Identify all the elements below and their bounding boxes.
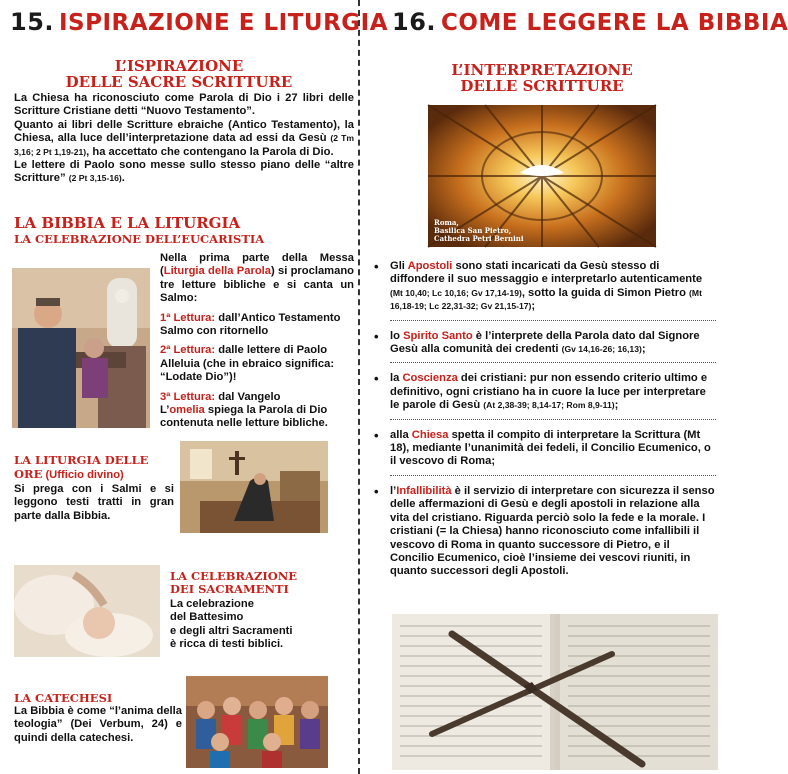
dotted-separator [390, 419, 716, 420]
sacramenti-heading: LA CELEBRAZIONE DEI SACRAMENTI [170, 569, 298, 596]
baptism-infant-photo [14, 565, 160, 657]
ispirazione-text: La Chiesa ha riconosciuto come Parola di Dio i 27 libri delle Scritture Cristiane detti “Nuovo Testamento”. Quanto ai libri delle Scritture ebraiche (Antico Testamento), la Chiesa, alla luce dell’interpretazione data ad essi da Gesù (2 Tm 3,16; 2 Pt 1,19-21), ha accettato che contengano la Parola di Dio. Le lettere di Paolo sono messe sullo stesso piano delle “altre Scritture” (2 Pt 3,15-16). [14, 92, 354, 185]
right-page [362, 0, 788, 774]
section-16-header [392, 8, 788, 36]
bible-with-cross-photo [392, 614, 718, 770]
list-item: • la Coscienza dei cristiani: pur non essendo criterio ultimo e definitivo, ogni cristiano ha in cuore la luce per interpretare le parole di Gesù (At 2,38-39; 8,14-17; Rom 8,9-11); [370, 372, 716, 419]
dotted-separator [390, 320, 716, 321]
list-item: • Gli Apostoli sono stati incaricati da Gesù stesso di diffondere il suo messaggio e interpretarlo autenticamente (Mt 10,40; Lc 10,16; Gv 17,14-19), sotto la guida di Simon Pietro (Mt 16,18-19; Lc 22,31-32; Gv 21,15-17); [370, 260, 716, 321]
list-item: • l’Infallibilità è il servizio di interpretare con sicurezza il senso delle affermazioni di Gesù e degli apostoli in relazione alla vita del cristiano. Riguarda perciò solo la fede e la morale. I cristiani (= la Chiesa) hanno riconosciuto come infallibili il vescovo di Roma in quanto successore di Pietro, e il Concilio Ecumenico, cioè l’insieme dei vescovi riuniti, in quanto successori degli Apostoli. [370, 485, 716, 579]
section-title: ISPIRAZIONE E LITURGIA [58, 10, 389, 36]
ispirazione-heading: L’ISPIRAZIONE DELLE SACRE SCRITTURE [65, 57, 293, 91]
liturgia-ore-block: LA LITURGIA DELLE ORE (Ufficio divino) Si prega con i Salmi e si leggono testi tratti in gran parte dalla Bibbia. [14, 453, 174, 522]
list-item: • lo Spirito Santo è l’interprete della Parola dato dal Signore Gesù alla comunità dei credenti (Gv 14,16-26; 16,13); [370, 330, 716, 364]
interpretazione-heading: L’INTERPRETAZIONE DELLE SCRITTURE [451, 61, 633, 95]
catechesi-text: La Bibbia è come “l’anima della teologia” (Dei Verbum, 24) e quindi della catechesi. [14, 705, 182, 744]
dotted-separator [390, 362, 716, 363]
left-page [0, 0, 389, 774]
section-number: 15. [10, 8, 55, 36]
window-caption: Roma, Basilica San Pietro, Cathedra Petri Bernini [434, 218, 524, 243]
list-item: • alla Chiesa spetta il compito di interpretare la Scrittura (Mt 18), mediante l’unanimità dei fedeli, il Concilio Ecumenico, o il vescovo di Roma; [370, 429, 716, 476]
bibbia-liturgia-heading: LA BIBBIA E LA LITURGIA [14, 214, 241, 232]
section-number: 16. [392, 8, 437, 36]
holy-spirit-window-photo [428, 105, 656, 247]
section-title: COME LEGGERE LA BIBBIA [440, 10, 788, 36]
messa-text: Nella prima parte della Messa (Liturgia della Parola) si proclamano tre letture bibliche e si canta un Salmo: 1ª Lettura: dall’Antico Testamento Salmo con ritornello 2ª Lettura: dalle lettere di Paolo Alleluia (che in ebraico significa: “Lodate Dio”)! 3ª Lettura: dal Vangelo L’omelia spiega la Parola di Dio contenuta nelle letture bibliche. [160, 252, 355, 430]
section-15-header [10, 8, 388, 36]
page-divider [358, 0, 360, 774]
catechesi-heading: LA CATECHESI [14, 691, 113, 705]
dotted-separator [390, 475, 716, 476]
eucaristia-subheading: LA CELEBRAZIONE DELL’EUCARISTIA [14, 232, 265, 246]
monk-kneeling-prayer-photo [180, 441, 328, 533]
priest-at-ambo-photo [12, 268, 150, 428]
sacramenti-text: La celebrazione del Battesimo e degli altri Sacramenti è ricca di testi biblici. [170, 598, 293, 651]
interpretation-criteria-list [370, 260, 716, 588]
children-catechesis-photo [186, 676, 328, 768]
